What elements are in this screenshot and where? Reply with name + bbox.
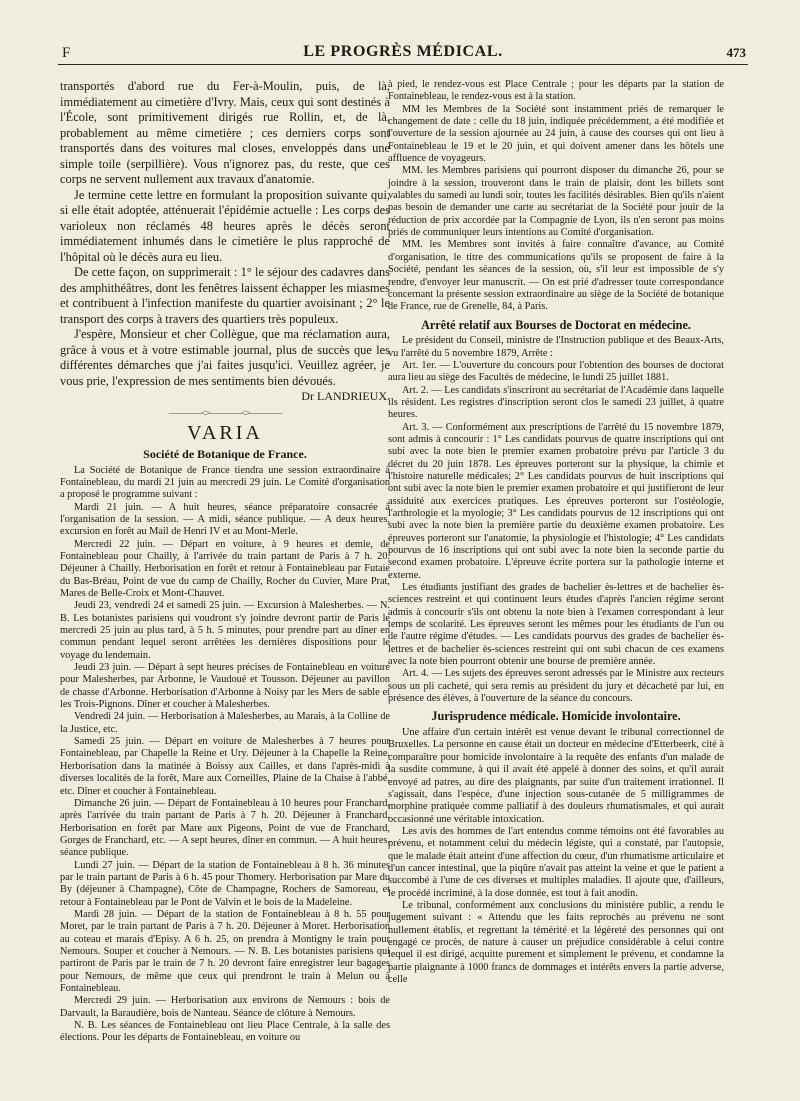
arrete-paragraph: Art. 4. — Les sujets des épreuves seront adressés par le Ministre aux recteurs sous un pli cacheté, qui sera remis au président du jury et décacheté par lui, en présence des élèves, à l'ouverture de la séance du concours. [388,668,724,705]
section-title-jurisprudence: Jurisprudence médicale. Homicide involontaire. [431,709,681,724]
botanique-paragraph: MM les Membres de la Société sont instamment priés de remarquer le changement de date : celle du 18 juin, indiquée précédemment, a été modifiée et l'ouverture de la session ajournée au 24 juin, à cause des courses qui ont lieu à Fontainebleau le 19 et le 20 juin, et qui doivent amener dans les hôtels une affluence de voyageurs. [388,103,724,165]
letter-signature: Dr LANDRIEUX. [301,389,390,403]
page-number: 473 [726,45,746,60]
section-title-botanique: Société de Botanique de France. [143,447,307,462]
left-column [60,79,390,1045]
botanique-paragraph: MM. les Membres sont invités à faire connaître d'avance, au Comité d'organisation, le titre des communications qu'ils se proposent de faire à la Société, pendant les séances de la session, où, s'il leur est impossible de s'y rendre, d'envoyer leur manuscrit. — On est prié d'adresser toute correspondance concernant la présente session extraordinaire au siège de la Société de botanique de France, rue de Grenelle, 84, à Paris. [388,239,724,313]
arrete-paragraph: Art. 2. — Les candidats s'inscriront au secrétariat de l'Académie dans laquelle ils résident. Les registres d'inscription seront clos le samedi 23 juillet, à quatre heures. [388,384,724,421]
jurisprudence-paragraph: Le tribunal, conformément aux conclusions du ministère public, a rendu le jugement suivant : « Attendu que les faits reprochés au prévenu ne sont nullement établis, et regrettant la témérité et la légèreté des personnes qui ont engagé ce procès, de nature à causer un préjudice considérable à celui contre lequel il est dirigé, acquitte purement et simplement le prévenu, et condamne la partie plaignante à 1000 francs de dommages et intérêts envers la partie adverse, celle [388,899,724,985]
jurisprudence-paragraph: Les avis des hommes de l'art entendus comme témoins ont été favorables au prévenu, et notamment celui du médecin légiste, qui a constaté, par l'autopsie, que le malade était atteint d'une affection du cœur, d'un rhumatisme articulaire et d'un cancer intestinal, que la piqûre n'avait pas atteint la veine et que le patient a succombé à l'une de ces diverses et multiples maladies. Il ajoute que, d'ailleurs, le procédé incriminé, à la dose donnée, est tout à fait anodin. [388,825,724,899]
right-column [388,79,724,986]
botanique-paragraph: MM. les Membres parisiens qui pourront disposer du dimanche 26, pour se joindre à la session, trouveront dans le train de plaisir, dont les billets sont valables du samedi au lundi soir, toutes les facilités désirables. Bien qu'ils n'aient pas besoin de demander une carte au secrétariat de la Société pour jouir de la réduction de prix accordée par la Compagnie de Lyon, ils n'en seront pas moins priés de communiquer leurs intentions au Comité d'organisation. [388,165,724,239]
botanique-paragraph: Lundi 27 juin. — Départ de la station de Fontainebleau à 8 h. 36 minutes par le train partant de Paris à 6 h. 45 pour Thomery. Herborisation par Mare du By (déjeuner à Champagne), Côte de Champagne, Rochers de Samoreau, et retour à Fontainebleau par le Pont de Valvin et le bois de la Madeleine. [60,859,390,908]
section-title-arrete: Arrêté relatif aux Bourses de Doctorat en médecine. [421,317,691,332]
botanique-paragraph: Mardi 21 juin. — A huit heures, séance préparatoire consacrée à l'organisation de la session. — A midi, séance publique. — A deux heures, excursion en forêt au Mail de Henri IV et au Mont-Merle. [60,501,390,538]
header-left-mark: F [62,45,71,61]
botanique-paragraph: La Société de Botanique de France tiendra une session extraordinaire à Fontainebleau, du mardi 21 juin au mercredi 29 juin. Le Comité d'organisation a proposé le programme suivant : [60,464,390,501]
page-header [58,40,748,65]
journal-title: LE PROGRÈS MÉDICAL. [303,43,503,60]
botanique-paragraph: Mercredi 29 juin. — Herborisation aux environs de Nemours : bois de Darvault, la Baraudière, bois de Nanteau. Séance de clôture à Nemours. [60,995,390,1019]
letter-paragraph: Je termine cette lettre en formulant la proposition suivante qui, si elle était adoptée, atténuerait l'épidémie actuelle : Les corps des varioleux non réclamés 48 heures après le décès seront immédiatement inhumés dans le cimetière le plus rapproché de l'hôpital où le décès aura eu lieu. [60,187,390,264]
arrete-paragraph: Le président du Conseil, ministre de l'Instruction publique et des Beaux-Arts, vu l'arrêté du 5 novembre 1879, Arrête : [388,335,724,359]
varia-heading: VARIA [187,422,263,445]
botanique-paragraph: Jeudi 23, vendredi 24 et samedi 25 juin. — Excursion à Malesherbes. — N. B. Les botanistes parisiens qui voudront s'y joindre devront partir de Paris le mercredi 25 juin au plus tard, à 5 h. 5 minutes, pour prendre part au dîner en commun pendant lequel seront arrêtées les dernières dispositions pour le voyage du lendemain. [60,600,390,661]
letter-paragraph: transportés d'abord rue du Fer-à-Moulin, puis, de là, immédiatement au cimetière d'Ivry. Mais, ceux qui sont destinés à l'École, sont primitivement dirigés rue Rollin, et, de là, probablement au même cimetière ; ces derniers corps sont transportés dans des voitures mal closes, enveloppés dans une simple toile (serpillière). Vous n'ignorez pas, du reste, que ces corps ne servent nullement aux travaux d'anatomie. [60,79,390,186]
arrete-paragraph: Les étudiants justifiant des grades de bachelier ès-lettres et de bachelier ès-sciences restreint et qui continuent leurs études d'après l'ancien régime seront admis à concourir s'ils ont obtenu la note bien à l'examen correspondant à leur temps de scolarité. Les épreuves seront les mêmes pour les étudiants de l'un ou de l'autre régime d'études. — Les candidats pourvus des grades de bachelier ès-lettres et de bachelier ès-sciences restreint qui ont subi chacun de ces examens avec la note bien pourront obtenir une bourse de première année. [388,582,724,668]
jurisprudence-paragraph: Une affaire d'un certain intérêt est venue devant le tribunal correctionnel de Bruxelles. La personne en cause était un docteur en médecine d'Etterbeerk, cité à comparaître pour homicide involontaire à la requête des enfants d'un malade de la susdite commune, à qui il avait été appelé à donner des soins, et qu'il aurait envoyé ad patres, au dire des plaignants, par suite d'un traitement irrationnel. Il s'agissait, dans l'espèce, d'une injection sous-cutanée de 5 milligrammes de morphine pratiquée comme palliatif à des douleurs rhumatismales, et qui aurait occasionné une véritable intoxication. [388,727,724,825]
botanique-paragraph: Mardi 28 juin. — Départ de la station de Fontainebleau à 8 h. 55 pour Moret, par le train partant de Paris à 7 h. 20. Déjeuner à Moret. Herborisation au coteau et marais d'Episy. A 6 h. 25, on prendra à Montigny le train pour Nemours. Souper et coucher à Nemours. — N. B. Les botanistes parisiens qui partiront de Paris par le train de 7 h. 20 devront faire enregistrer leur bagages pour Nemours, de même que ceux qui prendront le train à Melun ou à Fontainebleau. [60,908,390,995]
arrete-paragraph: Art. 1er. — L'ouverture du concours pour l'obtention des bourses de doctorat aura lieu au siège des Facultés de médecine, le lundi 25 juillet 1881. [388,359,724,384]
letter-paragraph: De cette façon, on supprimerait : 1° le séjour des cadavres dans des amphithéâtres, dont les fenêtres laissent échapper les miasmes et contribuent à l'infection manifeste du quartier avoisinant ; 2° le transport des corps à travers des quartiers très populeux. [60,265,390,326]
botanique-paragraph: à pied, le rendez-vous est Place Centrale ; pour les départs par la station de Fontainebleau, le rendez-vous est à la station. [388,79,724,103]
varia-ornament: ————<>————<>———— [168,408,282,419]
botanique-paragraph: Dimanche 26 juin. — Départ de Fontainebleau à 10 heures pour Franchard, après l'arrivée du train partant de Paris à 7 h. 20. Déjeuner à Franchard. Herborisation en forêt par Mare aux Pigeons, Point de vue de Franchard, Gorges de Franchard, etc. — A sept heures, dîner en commun. — A huit heures, séance publique. [60,797,390,859]
botanique-paragraph: Mercredi 22 juin. — Départ en voiture, à 9 heures et demie, de Fontainebleau pour Chailly, à l'arrivée du train partant de Paris à 7 h. 20. Déjeuner à Chailly. Herborisation en forêt et retour à Fontainebleau par Futaie du Bas-Bréau, Point de vue du camp de Chailly, Rocher du Cuvier, Mare Prat, Mares de Belle-Croix et Mont-Chauvet. [60,538,390,600]
botanique-paragraph: Vendredi 24 juin. — Herborisation à Malesherbes, au Marais, à la Colline de la Justice, etc. [60,711,390,735]
arrete-paragraph: Art. 3. — Conformément aux prescriptions de l'arrêté du 15 novembre 1879, sont admis à concourir : 1° Les candidats pourvus de quatre inscriptions qui ont subi avec la note bien le premier examen probatoire prévu par l'article 3 du décret du 20 juin 1878. Les épreuves porteront sur la physique, la chimie et l'histoire naturelle médicales; 2° Les candidats pourvus de huit inscriptions qui ont subi avec la note bien le premier examen probatoire et qui justifieront de leur assiduité aux exercices pratiques. Les épreuves porteront sur l'ostéologie, l'arthrologie et la myologie; 3° Les candidats pourvus de 12 inscriptions qui ont subi avec la note bien la première partie du deuxième examen probatoire. Les épreuves porteront sur l'anatomie, la physiologie et l'histologie; 4° Les candidats pourvus de 16 inscriptions qui ont subi avec la note bien la seconde partie du second examen probatoire. L'épreuve écrite portera sur la pathologie interne et externe. [388,421,724,581]
botanique-paragraph: Jeudi 23 juin. — Départ à sept heures précises de Fontainebleau en voiture pour Malesherbes, par Arbonne, le Vaudoué et Tousson. Déjeuner au pavillon de chasse d'Arbonne. Herborisation d'Arbonne à Noisy par les Mers de sable et les Trois-Pignons. Dîner et coucher à Malesherbes. [60,662,390,711]
botanique-paragraph: N. B. Les séances de Fontainebleau ont lieu Place Centrale, à la salle des élections. Pour les départs de Fontainebleau, en voiture ou [60,1020,390,1044]
botanique-paragraph: Samedi 25 juin. — Départ en voiture de Malesherbes à 7 heures pour Fontainebleau, par Chapelle la Reine et Ury. Déjeuner à la Chapelle la Reine. Herborisation dans la matinée à Boissy aux Cailles, et dans l'après-midi à diverses localités de la forêt, Mare aux Corneilles, Plaine de la Chaise à l'abbé, etc. Dîner et coucher à Fontainebleau. [60,736,390,797]
letter-paragraph: J'espère, Monsieur et cher Collègue, que ma réclamation aura, grâce à vous et à votre estimable journal, plus de succès que les différentes démarches que j'ai faites jusqu'ici. Veuillez agréer, je vous prie, l'expression de mes sentiments bien dévoués. [60,327,390,388]
